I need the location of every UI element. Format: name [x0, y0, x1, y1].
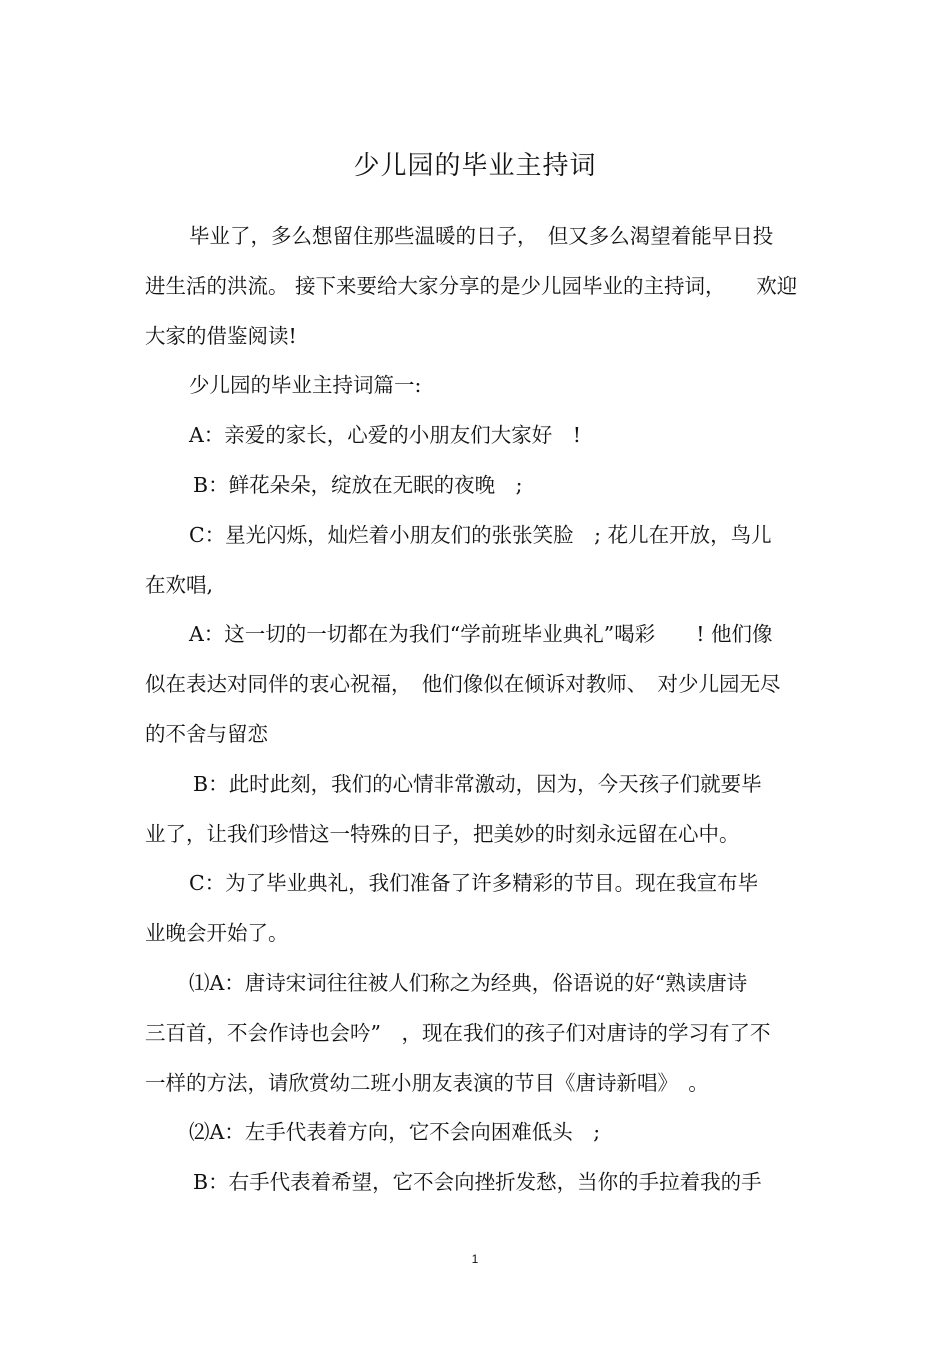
dialogue-line: 业了，让我们珍惜这一特殊的日子，把美妙的时刻永远留在心中。 — [145, 821, 740, 846]
dialogue-line: 的不舍与留恋 — [145, 721, 268, 746]
paragraph-line: 毕业了，多么想留住那些温暖的日子， 但又多么渴望着能早日投 — [189, 224, 774, 248]
dialogue-line: C：星光闪烁，灿烂着小朋友们的张张笑脸 ; 花儿在开放，鸟儿 — [189, 522, 772, 547]
document-body — [145, 212, 805, 1208]
dialogue-line: B：鲜花朵朵，绽放在无眠的夜晚 ; — [193, 472, 523, 497]
program-line: ⑴A：唐诗宋词往往被人们称之为经典，俗语说的好“熟读唐诗 — [189, 970, 748, 995]
program-line: 三百首，不会作诗也会吟” ，现在我们的孩子们对唐诗的学习有了不 — [145, 1020, 771, 1045]
dialogue-line: 在欢唱, — [145, 572, 214, 597]
program-line: ⑵A：左手代表着方向，它不会向困难低头 ; — [189, 1120, 601, 1145]
document-title: 少儿园的毕业主持词 — [353, 151, 597, 181]
dialogue-line: 业晚会开始了。 — [145, 921, 289, 946]
dialogue-line: C：为了毕业典礼，我们准备了许多精彩的节目。现在我宣布毕 — [189, 871, 759, 896]
dialogue-line: A：这一切的一切都在为我们“学前班毕业典礼”喝彩 ! 他们像 — [189, 622, 773, 647]
dialogue-line: A：亲爱的家长，心爱的小朋友们大家好 ! — [189, 423, 582, 448]
dialogue-line: B：此时此刻，我们的心情非常激动，因为，今天孩子们就要毕 — [193, 771, 762, 796]
section-heading: 少儿园的毕业主持词篇一: — [189, 373, 422, 398]
paragraph-line: 进生活的洪流。 接下来要给大家分享的是少儿园毕业的主持词， 欢迎 — [145, 273, 798, 298]
paragraph-line: 大家的借鉴阅读! — [145, 323, 297, 348]
dialogue-line: B：右手代表着希望，它不会向挫折发愁，当你的手拉着我的手 — [193, 1170, 762, 1195]
program-line: 一样的方法，请欣赏幼二班小朋友表演的节目《唐诗新唱》 。 — [145, 1070, 709, 1095]
dialogue-line: 似在表达对同伴的衷心祝福， 他们像似在倾诉对教师、 对少儿园无尽 — [145, 672, 781, 697]
page-number: 1 — [471, 1252, 479, 1266]
